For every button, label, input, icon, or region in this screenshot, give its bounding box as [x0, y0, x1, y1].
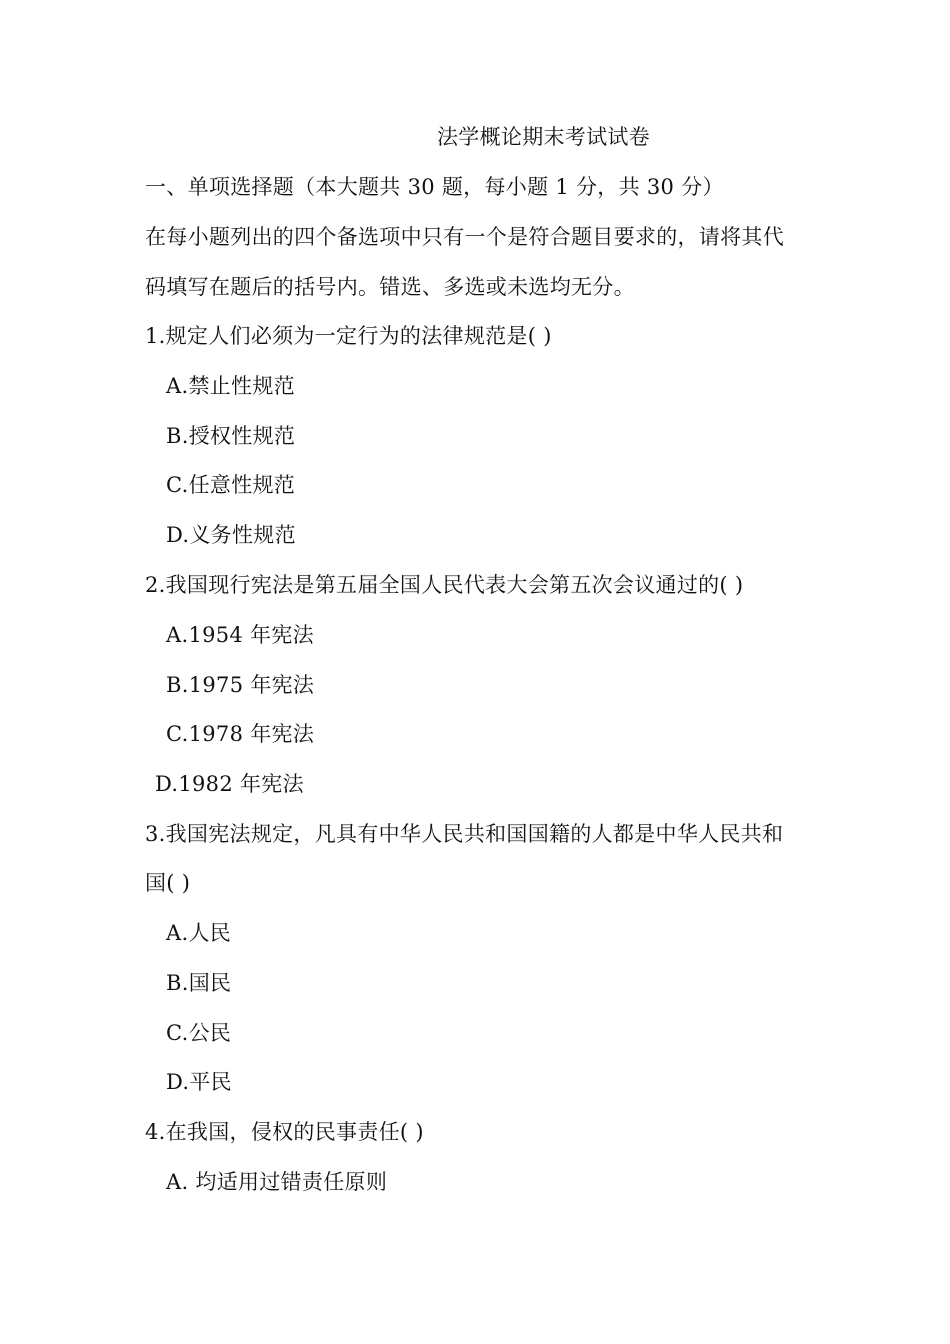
question-3-stem-continued: 国( ): [145, 871, 191, 895]
question-1-option-d: D.义务性规范: [166, 523, 296, 547]
question-3-option-a: A.人民: [166, 921, 232, 945]
exam-title: 法学概论期末考试试卷: [437, 125, 650, 149]
instructions-line-1: 在每小题列出的四个备选项中只有一个是符合题目要求的，请将其代: [145, 225, 784, 249]
question-3-option-d: D.平民: [166, 1070, 232, 1094]
question-3-option-b: B.国民: [166, 971, 232, 995]
question-2-stem: 2.我国现行宪法是第五届全国人民代表大会第五次会议通过的( ): [145, 573, 744, 597]
question-3-stem: 3.我国宪法规定，凡具有中华人民共和国国籍的人都是中华人民共和: [145, 822, 784, 846]
question-2-option-c: C.1978 年宪法: [166, 722, 315, 746]
section-heading: 一、单项选择题（本大题共 30 题，每小题 1 分，共 30 分）: [145, 175, 724, 199]
question-4-stem: 4.在我国，侵权的民事责任( ): [145, 1120, 424, 1144]
question-1-option-c: C.任意性规范: [166, 473, 296, 497]
question-4-option-a: A. 均适用过错责任原则: [166, 1170, 388, 1194]
question-1-option-a: A.禁止性规范: [166, 374, 295, 398]
question-1-option-b: B.授权性规范: [166, 424, 296, 448]
question-2-option-b: B.1975 年宪法: [166, 673, 315, 697]
question-3-option-c: C.公民: [166, 1021, 232, 1045]
instructions-line-2: 码填写在题后的括号内。错选、多选或未选均无分。: [145, 275, 635, 299]
question-1-stem: 1.规定人们必须为一定行为的法律规范是( ): [145, 324, 552, 348]
question-2-option-a: A.1954 年宪法: [166, 623, 314, 647]
question-2-option-d: D.1982 年宪法: [155, 772, 304, 796]
